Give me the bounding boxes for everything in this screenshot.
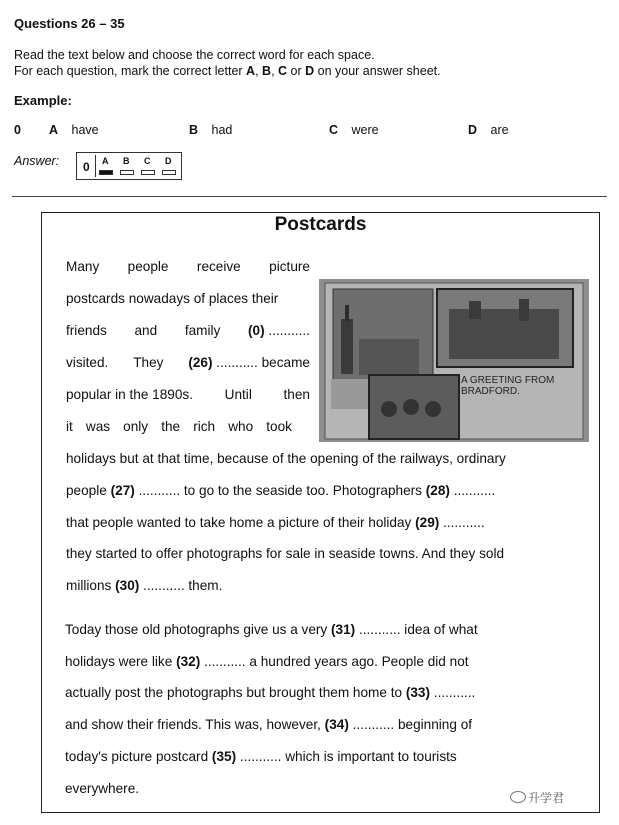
passage-title: Postcards <box>274 214 367 235</box>
passage-line: Many people receive picture <box>66 259 310 274</box>
passage-line: people (27) ........... to go to the seaside too. Photographers (28) ........... <box>66 483 496 498</box>
example-number: 0 <box>14 123 21 137</box>
answer-letter-a: A <box>102 156 109 166</box>
answer-bubble-c <box>141 170 155 175</box>
postcard-image <box>319 279 589 442</box>
option-d <box>468 123 509 137</box>
option-letter: A <box>49 123 59 137</box>
answer-number: 0 <box>83 160 90 174</box>
option-letter: B <box>189 123 199 137</box>
passage-line: that people wanted to take home a picture of their holiday (29) ........... <box>66 515 485 530</box>
answer-sheet-box <box>76 152 182 180</box>
answer-bubble-a <box>99 170 113 175</box>
wechat-icon <box>510 791 526 803</box>
instruction-line-2: For each question, mark the correct letter A, B, C or D on your answer sheet. <box>14 64 441 78</box>
postcard-caption: A GREETING FROM BRADFORD. <box>461 375 555 397</box>
passage-line: holidays but at that time, because of the opening of the railways, ordinary <box>66 451 506 466</box>
answer-divider <box>95 155 96 177</box>
watermark-text: 升学君 <box>528 791 565 805</box>
answer-bubble-d <box>162 170 176 175</box>
passage-line: today's picture postcard (35) ........... which is important to tourists <box>65 749 457 764</box>
passage-line: popular in the 1890s. Until then <box>66 387 310 402</box>
answer-letter-c: C <box>144 156 151 166</box>
option-a <box>49 123 99 137</box>
passage-line: and show their friends. This was, however, (34) ........... beginning of <box>65 717 473 732</box>
option-letter: D <box>468 123 478 137</box>
section-heading: Questions 26 – 35 <box>14 16 125 31</box>
passage-line: it was only the rich who took <box>66 419 292 434</box>
postcard-illustration <box>319 279 589 442</box>
passage-line: actually post the photographs but brought them home to (33) ........... <box>65 685 476 700</box>
option-b <box>189 123 232 137</box>
answer-bubble-b <box>120 170 134 175</box>
passage-line: visited. They (26) ........... became <box>66 355 310 370</box>
divider-rule <box>12 196 607 197</box>
passage-line: holidays were like (32) ........... a hundred years ago. People did not <box>65 654 469 669</box>
option-text: are <box>490 123 509 137</box>
blank-26: (26) ........... became <box>188 355 310 370</box>
answer-letter-b: B <box>123 156 130 166</box>
instruction-line-1: Read the text below and choose the correct word for each space. <box>14 48 375 62</box>
passage-line: friends and family (0) ........... <box>66 323 310 338</box>
passage-line: Today those old photographs give us a very (31) ........... idea of what <box>65 622 478 637</box>
passage-line: they started to offer photographs for sale in seaside towns. And they sold <box>66 546 505 561</box>
option-text: had <box>211 123 233 137</box>
passage-line: postcards nowadays of places their <box>66 291 279 306</box>
option-c <box>329 123 379 137</box>
blank-0: (0) ........... <box>248 323 310 338</box>
passage-line: everywhere. <box>65 781 140 796</box>
answer-letter-d: D <box>165 156 172 166</box>
option-letter: C <box>329 123 339 137</box>
option-text: have <box>71 123 99 137</box>
answer-label: Answer: <box>14 154 60 168</box>
example-label: Example: <box>14 93 72 108</box>
option-text: were <box>351 123 379 137</box>
passage-line: millions (30) ........... them. <box>66 578 223 593</box>
